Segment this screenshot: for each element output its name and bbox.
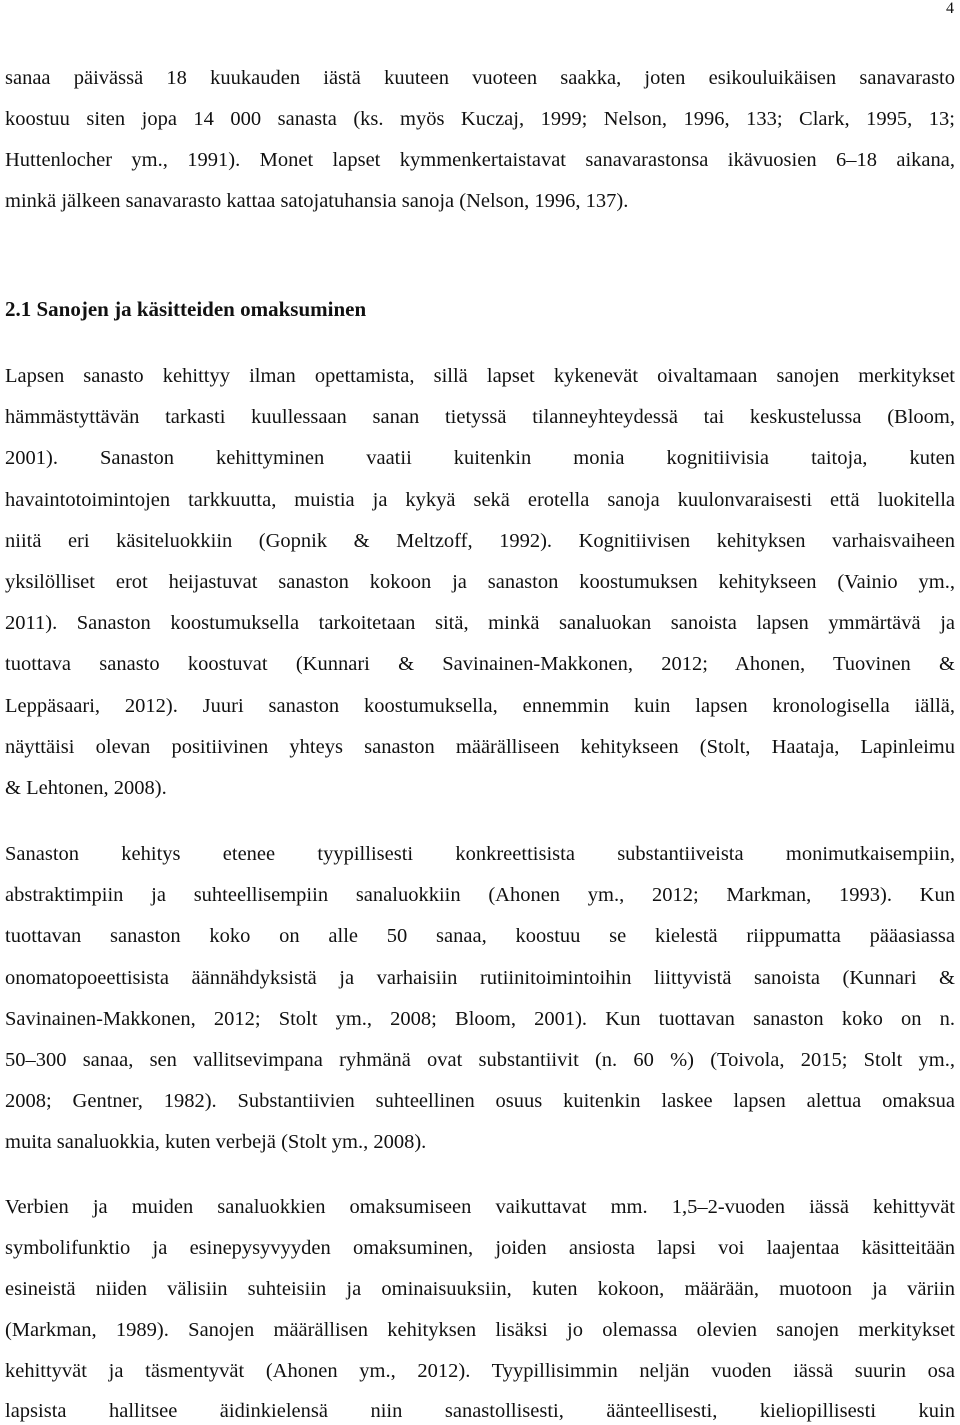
text-line: tuottava sanasto koostuvat (Kunnari & Savinainen-Makkonen, 2012; Ahonen, Tuovinen & [5,653,955,675]
text-line: hämmästyttävän tarkasti kuullessaan sanan tietyssä tilanneyhteydessä tai keskustelussa (Bloom, [5,406,955,428]
text-line: 2011). Sanaston koostumuksella tarkoitetaan sitä, minkä sanaluokan sanoista lapsen ymmärtävä ja [5,612,955,634]
text-line: sanaa päivässä 18 kuukauden iästä kuuteen vuoteen saakka, joten esikouluikäisen sanavarasto [5,67,955,89]
text-line: niitä eri käsiteluokkiin (Gopnik & Meltzoff, 1992). Kognitiivisen kehityksen varhaisvaiheen [5,530,955,552]
text-line: koostuu siten jopa 14 000 sanasta (ks. myös Kuczaj, 1999; Nelson, 1996, 133; Clark, 1995, 13; [5,108,955,130]
text-line: Savinainen-Makkonen, 2012; Stolt ym., 2008; Bloom, 2001). Kun tuottavan sanaston koko on n. [5,1008,955,1030]
text-line: 2001). Sanaston kehittyminen vaatii kuitenkin monia kognitiivisia taitoja, kuten [5,447,955,469]
text-line: esineistä niiden välisiin suhteisiin ja ominaisuuksiin, kuten kokoon, määrään, muotoon ja väriin [5,1278,955,1300]
section-heading: 2.1 Sanojen ja käsitteiden omaksuminen [5,297,367,321]
text-line: Huttenlocher ym., 1991). Monet lapset kymmenkertaistavat sanavarastonsa ikävuosien 6–18 aikana, [5,149,955,171]
text-line: abstraktimpiin ja suhteellisempiin sanaluokkiin (Ahonen ym., 2012; Markman, 1993). Kun [5,884,955,906]
text-line: 50–300 sanaa, sen vallitsevimpana ryhmänä ovat substantiivit (n. 60 %) (Toivola, 2015; Stolt ym., [5,1049,955,1071]
text-line: Sanaston kehitys etenee tyypillisesti konkreettisista substantiiveista monimutkaisempiin, [5,843,955,865]
text-line: kehittyvät ja täsmentyvät (Ahonen ym., 2012). Tyypillisimmin neljän vuoden iässä suurin osa [5,1360,955,1382]
page-number: 4 [946,0,954,17]
text-line: & Lehtonen, 2008). [5,777,167,799]
text-line: näyttäisi olevan positiivinen yhteys sanaston määrälliseen kehitykseen (Stolt, Haataja, Lapinleimu [5,736,955,758]
text-line: 2008; Gentner, 1982). Substantiivien suhteellinen osuus kuitenkin laskee lapsen alettua omaksua [5,1090,955,1112]
text-line: Leppäsaari, 2012). Juuri sanaston koostumuksella, ennemmin kuin lapsen kronologisella iällä, [5,695,955,717]
text-line: lapsista hallitsee äidinkielensä niin sanastollisesti, äänteellisesti, kieliopillisesti kuin [5,1400,955,1422]
text-line: Lapsen sanasto kehittyy ilman opettamista, sillä lapset kykenevät oivaltamaan sanojen merkitykset [5,365,955,387]
text-line: symbolifunktio ja esinepysyvyyden omaksuminen, joiden ansiosta lapsi voi laajentaa käsitteitään [5,1237,955,1259]
text-line: muita sanaluokkia, kuten verbejä (Stolt ym., 2008). [5,1131,427,1153]
text-line: yksilölliset erot heijastuvat sanaston kokoon ja sanaston koostumuksen kehitykseen (Vainio ym., [5,571,955,593]
text-line: (Markman, 1989). Sanojen määrällisen kehityksen lisäksi jo olemassa olevien sanojen merkitykset [5,1319,955,1341]
text-line: minkä jälkeen sanavarasto kattaa satojatuhansia sanoja (Nelson, 1996, 137). [5,190,629,212]
text-line: havaintotoimintojen tarkkuutta, muistia ja kykyä sekä erotella sanoja kuulonvaraisesti että luokitella [5,489,955,511]
text-line: tuottavan sanaston koko on alle 50 sanaa, koostuu se kielestä riippumatta pääasiassa [5,925,955,947]
text-line: Verbien ja muiden sanaluokkien omaksumiseen vaikuttavat mm. 1,5–2-vuoden iässä kehittyvät [5,1196,955,1218]
text-line: onomatopoeettisista äännähdyksistä ja varhaisiin rutiinitoimintoihin liittyvistä sanoista (Kunnari & [5,967,955,989]
